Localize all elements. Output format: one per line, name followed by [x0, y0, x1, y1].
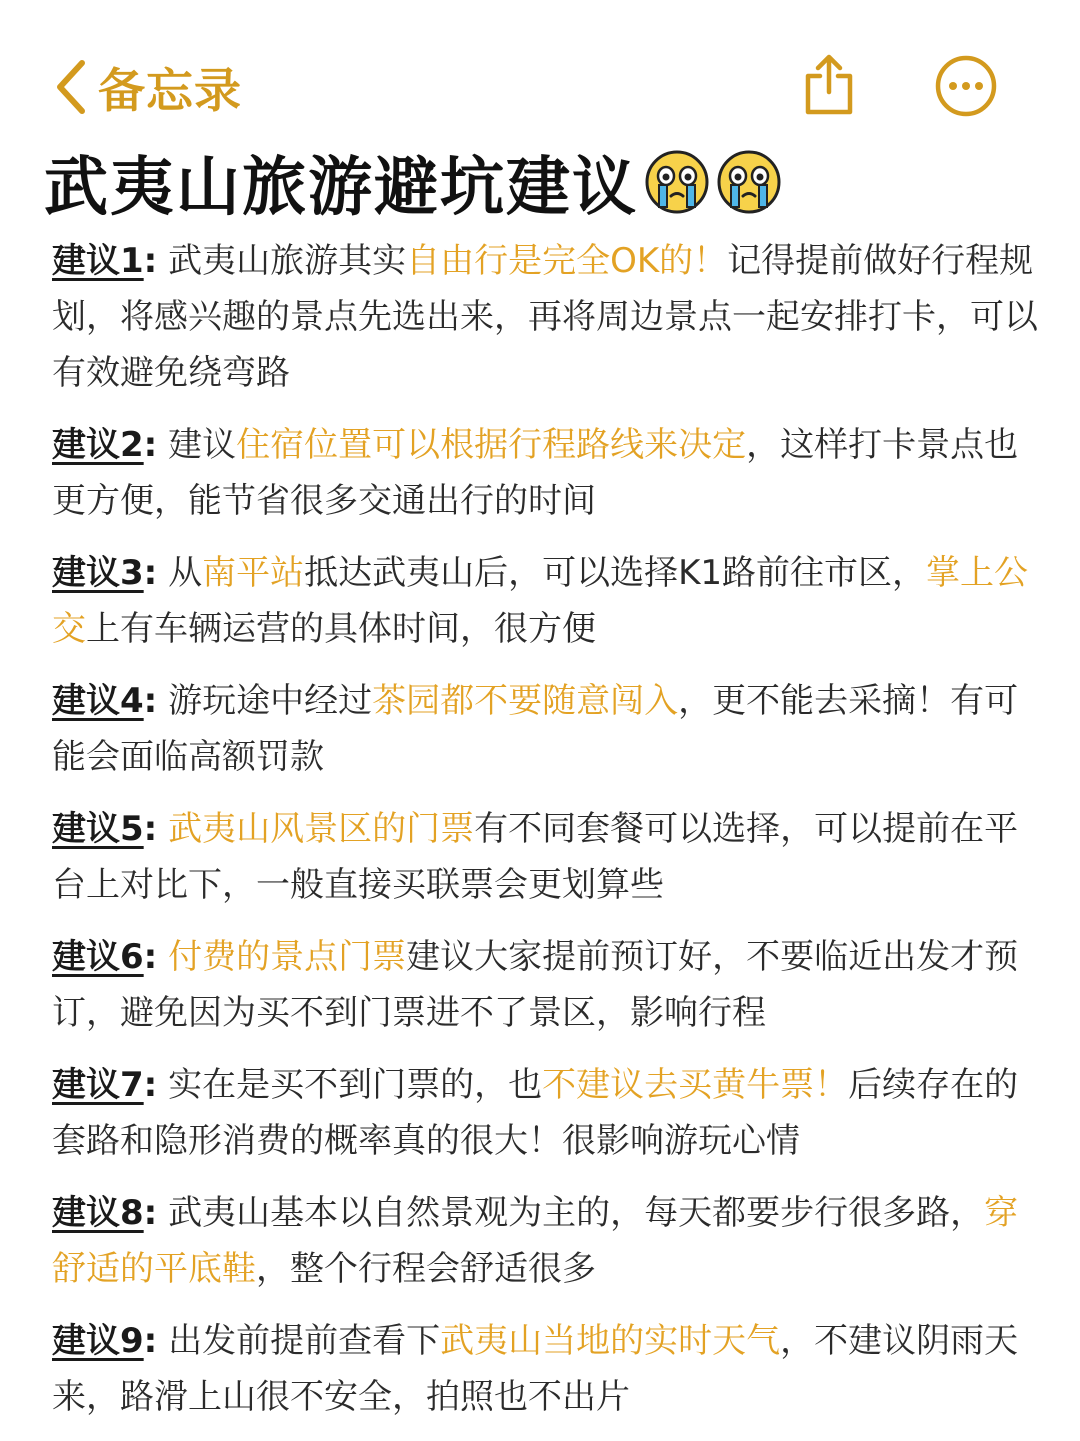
- suggestion-label: 建议2: [52, 425, 144, 465]
- back-button[interactable]: [50, 55, 242, 119]
- note-title-row: [44, 140, 782, 224]
- body-text: ，这样打卡景点也更方便，能节省很多交通出行的时间: [52, 425, 1019, 521]
- highlighted-text: 穿舒适的平底鞋: [52, 1193, 1019, 1289]
- suggestion-colon: :: [143, 553, 158, 593]
- body-text: 实在是买不到门票的，也: [168, 1065, 543, 1105]
- highlighted-text: 自由行是完全OK的！: [406, 241, 728, 281]
- body-text: 后续存在的套路和隐形消费的概率真的很大！很影响游玩心情: [52, 1065, 1019, 1161]
- suggestion-colon: :: [143, 241, 158, 281]
- suggestion-item: [52, 801, 1042, 913]
- highlighted-text: 掌上公交: [52, 553, 1029, 649]
- note-title: 武夷山旅游避坑建议: [44, 151, 638, 225]
- body-text: ，整个行程会舒适很多: [256, 1249, 596, 1289]
- suggestion-colon: :: [143, 1321, 158, 1361]
- body-text: 武夷山基本以自然景观为主的，每天都要步行很多路，: [168, 1193, 985, 1233]
- highlighted-text: 南平站: [202, 553, 305, 593]
- suggestion-item: [52, 545, 1042, 657]
- suggestion-item: [52, 1057, 1042, 1169]
- suggestion-colon: :: [143, 425, 158, 465]
- body-text: 游玩途中经过: [168, 681, 373, 721]
- suggestion-colon: :: [143, 681, 158, 721]
- suggestion-item: [52, 673, 1042, 785]
- body-text: 建议: [168, 425, 237, 465]
- highlighted-text: 茶园都不要随意闯入: [372, 681, 679, 721]
- highlighted-text: 武夷山当地的实时天气: [440, 1321, 781, 1361]
- suggestion-colon: :: [143, 809, 158, 849]
- body-text: 抵达武夷山后，可以选择K1路前往市区，: [304, 553, 927, 593]
- body-text: 从: [168, 553, 203, 593]
- suggestion-colon: :: [143, 1065, 158, 1105]
- suggestion-label: 建议1: [52, 241, 144, 281]
- suggestion-label: 建议9: [52, 1321, 144, 1361]
- highlighted-text: 不建议去买黄牛票！: [542, 1065, 849, 1105]
- highlighted-text: 付费的景点门票: [168, 937, 407, 977]
- body-text: 有不同套餐可以选择，可以提前在平台上对比下，一般直接买联票会更划算些: [52, 809, 1019, 905]
- suggestion-colon: :: [143, 937, 158, 977]
- note-body: [52, 233, 1042, 1441]
- suggestion-item: [52, 1313, 1042, 1425]
- highlighted-text: 住宿位置可以根据行程路线来决定: [236, 425, 747, 465]
- body-text: ，更不能去采摘！有可能会面临高额罚款: [52, 681, 1019, 777]
- suggestion-item: [52, 1185, 1042, 1297]
- suggestion-label: 建议5: [52, 809, 144, 849]
- suggestion-label: 建议4: [52, 681, 144, 721]
- suggestion-label: 建议7: [52, 1065, 144, 1105]
- suggestion-item: [52, 417, 1042, 529]
- body-text: 出发前提前查看下: [168, 1321, 441, 1361]
- suggestion-item: [52, 929, 1042, 1041]
- suggestion-colon: :: [143, 1193, 158, 1233]
- body-text: ，不建议阴雨天来，路滑上山很不安全，拍照也不出片: [52, 1321, 1019, 1417]
- suggestion-item: [52, 233, 1042, 401]
- suggestion-label: 建议6: [52, 937, 144, 977]
- body-text: 建议大家提前预订好，不要临近出发才预订，避免因为买不到门票进不了景区，影响行程: [52, 937, 1019, 1033]
- back-label: 备忘录: [98, 63, 242, 119]
- share-icon[interactable]: [800, 52, 858, 116]
- crying-face-emoji: [716, 149, 782, 215]
- body-text: 上有车辆运营的具体时间，很方便: [86, 609, 596, 649]
- body-text: 武夷山旅游其实: [168, 241, 407, 281]
- crying-face-emoji: [644, 149, 710, 215]
- chevron-left-icon: [50, 55, 90, 119]
- suggestion-label: 建议3: [52, 553, 144, 593]
- top-bar: [0, 0, 1080, 140]
- suggestion-label: 建议8: [52, 1193, 144, 1233]
- highlighted-text: 武夷山风景区的门票: [168, 809, 475, 849]
- body-text: 记得提前做好行程规划，将感兴趣的景点先选出来，再将周边景点一起安排打卡，可以有效避免绕弯路: [52, 241, 1038, 393]
- more-icon[interactable]: [934, 54, 998, 118]
